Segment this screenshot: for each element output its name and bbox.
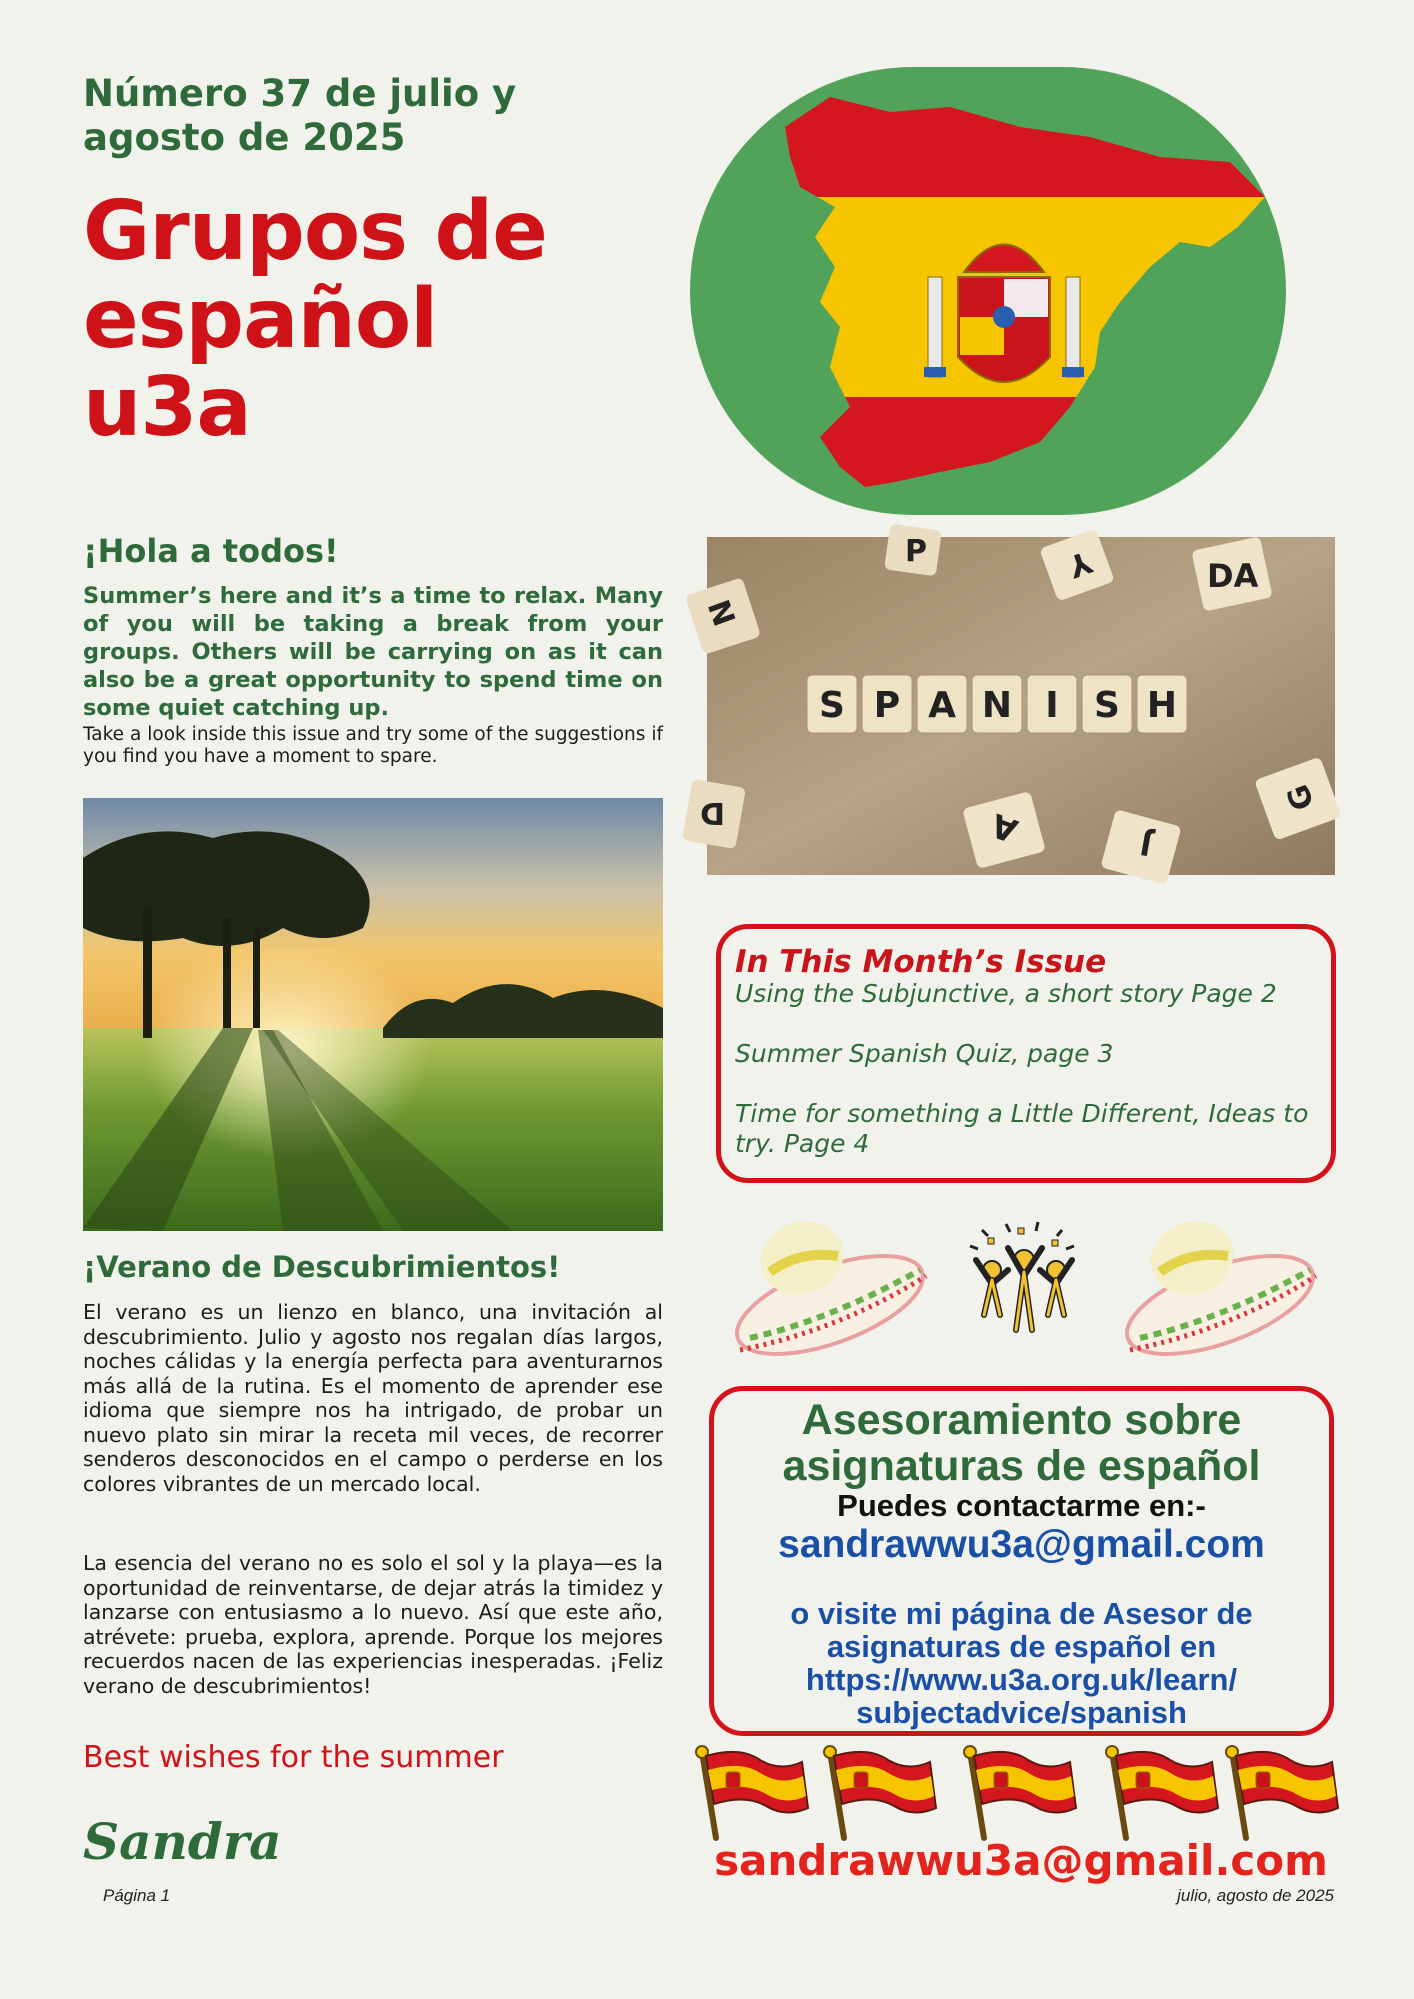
page-number: Página 1	[103, 1886, 171, 1905]
contents-item[interactable]: Using the Subjunctive, a short story Page 2	[735, 979, 1277, 1008]
verano-heading: ¡Verano de Descubrimientos!	[83, 1250, 561, 1284]
issue-number: Número 37 de julio y agosto de 2025	[83, 72, 517, 159]
bottom-email-link[interactable]: sandrawwu3a@gmail.com	[714, 1836, 1328, 1885]
scattered-tile-a: A	[986, 805, 1023, 851]
spanish-word-tiles	[807, 675, 1187, 733]
word-tile-letter: I	[1045, 685, 1059, 726]
verano-paragraph-1: El verano es un lienzo en blanco, una invitación al descubrimiento. Julio y agosto nos regalan días largos, noches cálidas y la energía perfecta para aventurarnos más allá de la rutina. Es el momento de aprender ese idioma que siempre nos ha intrigado, de probar un nuevo plato sin mirar la receta mil veces, de recorrer senderos desconocidos en el campo o perderse en los colores vibrantes de un mercado local.	[83, 1300, 663, 1496]
contents-item[interactable]: Time for something a Little Different, Ideas to try. Page 4	[735, 1099, 1309, 1158]
spanish-flag-icon	[1226, 1746, 1338, 1838]
word-tile-letter: S	[1094, 685, 1120, 726]
advice-heading-line-2: asignaturas de español	[782, 1442, 1261, 1490]
greeting-heading: ¡Hola a todos!	[83, 532, 339, 570]
scattered-tile-j: J	[1137, 825, 1155, 862]
contents-item[interactable]: Summer Spanish Quiz, page 3	[735, 1039, 1114, 1068]
issue-date: julio, agosto de 2025	[1177, 1886, 1334, 1905]
advice-visit-line-1: o visite mi página de Asesor de	[790, 1596, 1253, 1631]
subject-advice-box	[709, 1386, 1334, 1736]
word-tile-letter: A	[928, 685, 956, 726]
intro-bold-text: Summer’s here and it’s a time to relax. Many of you will be taking a break from your groups. Others will be carrying on as it can also be a great opportunity to spend time on some quiet catching up.	[83, 583, 663, 721]
contents-box	[716, 924, 1336, 1183]
scattered-tile-g: G	[1280, 779, 1322, 815]
verano-paragraph-2: La esencia del verano no es solo el sol y la playa—es la oportunidad de reinventarse, de dejar atrás la timidez y lanzarse con entusiasmo a lo nuevo. Así que este año, atrévete: prueba, explora, aprende. Porque los mejores recuerdos nacen de las experiencias inesperadas. ¡Feliz verano de descubrimientos!	[83, 1551, 663, 1698]
title-line-1: Grupos de	[83, 184, 547, 279]
spanish-flag-icon	[1106, 1746, 1218, 1838]
advice-email-link[interactable]: sandrawwu3a@gmail.com	[778, 1523, 1265, 1566]
decorations-row	[730, 1210, 1330, 1370]
advice-url-line-2[interactable]: subjectadvice/spanish	[856, 1695, 1187, 1730]
spanish-flags-row	[690, 1746, 1340, 1842]
advice-contact-label: Puedes contactarme en:-	[837, 1488, 1206, 1523]
scattered-tile-y: Y	[1063, 543, 1096, 584]
word-tile-letter: H	[1146, 685, 1178, 726]
advice-url-link[interactable]	[714, 1663, 1329, 1729]
advice-visit-line-2: asignaturas de español en	[826, 1629, 1217, 1664]
word-tile-letter: P	[873, 685, 901, 726]
title-line-2: español	[83, 272, 438, 367]
sunset-park-photo	[83, 798, 663, 1231]
word-tile-letter: N	[981, 685, 1013, 726]
sombrero-icon	[725, 1210, 935, 1374]
spanish-flag-icon	[824, 1746, 936, 1838]
contents-heading: In This Month’s Issue	[735, 944, 1107, 980]
advice-heading-line-1: Asesoramiento sobre	[801, 1396, 1242, 1444]
scattered-tile-d: D	[700, 795, 725, 830]
celebrating-people-icon	[970, 1222, 1074, 1330]
advice-url-line-1[interactable]: https://www.u3a.org.uk/learn/	[805, 1662, 1238, 1697]
intro-text: Take a look inside this issue and try some of the suggestions if you find you have a moment to spare.	[83, 724, 663, 767]
spanish-flag-icon	[696, 1746, 808, 1838]
spain-map-graphic	[690, 67, 1286, 515]
spanish-flag-icon	[964, 1746, 1076, 1838]
scattered-tile-p: P	[905, 534, 927, 569]
newsletter-title	[83, 184, 643, 455]
word-tile-letter: S	[819, 685, 845, 726]
sombrero-icon	[1115, 1210, 1325, 1374]
signature: Sandra	[83, 1812, 282, 1871]
title-line-3: u3a	[83, 360, 251, 455]
closing-line: Best wishes for the summer	[83, 1740, 504, 1775]
scattered-tile-n: N	[699, 595, 742, 632]
spanish-tiles-photo	[699, 534, 1335, 875]
scattered-tile-da: DA	[1207, 557, 1259, 595]
